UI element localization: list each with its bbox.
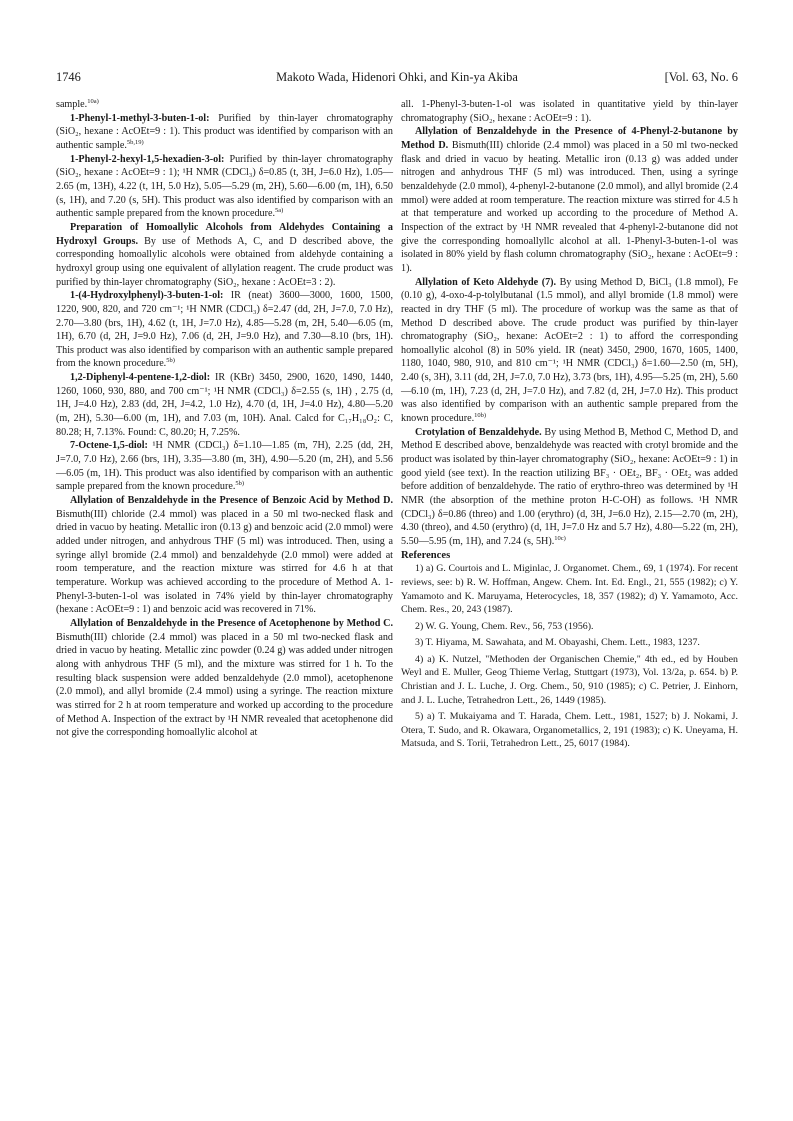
- reference-item: 3) T. Hiyama, M. Sawahata, and M. Obayashi, Chem. Lett., 1983, 1237.: [415, 637, 700, 649]
- paragraph: [56, 221, 393, 289]
- paragraph-text: Purified by thin-layer chromatography (SiO₂, hexane : AcOEt=9 : 1); ¹H NMR (CDCl₃) δ=0.85 (t, 3H, J=6.0 Hz), 1.05—2.65 (m, 13H), 4.22 (t, 1H, 5.0 Hz), 5.05—5.29 (m, 2H), 5.60—6.00 (m, 1H), 6.50 (s, 1H), and 7.20 (s, 5H). This product was also identified by comparison with an authentic sample prepared from the known procedure.: [56, 153, 393, 220]
- right-paragraphs: [401, 98, 738, 549]
- citation-superscript: 5a): [275, 207, 284, 215]
- reference-item: 5) a) T. Mukaiyama and T. Harada, Chem. Lett., 1981, 1527; b) J. Nokami, J. Otera, T. Sudo, and R. Okawara, Organometallics, 2, 191 (1983); c) K. Uneyama, H. Matsuda, and S. Torii, Tetrahedron Lett., 25, 6017 (1984).: [401, 711, 738, 750]
- running-header: [56, 70, 738, 86]
- paragraph-text: Bismuth(III) chloride (2.4 mmol) was placed in a 50 ml two-necked flask and dried in vacuo by heating. Metallic iron (0.13 g) was added under nitrogen and anhydrous THF (5 ml) was introduced. Then, using a syringe benzaldehyde (2.0 mmol), 4-phenyl-2-butanone (2.0 mmol), and allyl bromide (2.4 mmol) were added at room temperature. The reaction mixture was stirred for 4.5 h at that temperature and worked up according to the procedure of Method A. Inspection of the extract by ¹H NMR revealed that 4-phenyl-2-butanone did not give the corresponding homoallyllc alcohol at all. 1-Phenyl-3-buten-1-ol was isolated in 80% yield by flash column chromatography (SiO₂, hexane : AcOEt=9 : 1).: [401, 139, 738, 274]
- citation-superscript: 5b): [166, 357, 175, 365]
- paragraph-text: sample.: [56, 99, 88, 110]
- paragraph: [56, 153, 393, 221]
- reference-item: 2) W. G. Young, Chem. Rev., 56, 753 (1956).: [415, 620, 594, 632]
- paragraph-text: IR (KBr) 3450, 2900, 1620, 1490, 1440, 1260, 1060, 930, 880, and 700 cm⁻¹; ¹H NMR (CDCl₃) δ=2.55 (s, 1H) , 2.75 (d, 1H, J=4.0 Hz), 2.83 (dd, 2H, J=4.2, 1.0 Hz), 4.70 (d, 1H, J=4.0 Hz), 4.80—5.20 (m, 2H), 5.30—6.00 (m, 1H), and 7.03 (m, 10H). Anal. Calcd for C₁₇H₁₈O₂: C, 80.28; H, 7.13%. Found: C, 80.20; H, 7.25%.: [56, 372, 393, 438]
- paragraph-text: ¹H NMR (CDCl₃) δ=1.10—1.85 (m, 7H), 2.25 (dd, 2H, J=7.0, 7.0 Hz), 2.66 (brs, 1H), 3.35—3.80 (m, 3H), 4.90—5.20 (m, 2H), and 5.56—6.05 (m, 1H). This product was also identified by comparison with an authentic sample prepared from the known procedure.: [56, 440, 393, 493]
- paragraph: [56, 98, 393, 112]
- page-number: 1746: [56, 70, 81, 84]
- paragraph: [56, 494, 393, 617]
- paragraph-text: By using Method D, BiCl₃ (1.8 mmol), Fe (0.10 g), 4-oxo-4-p-tolylbutanal (1.5 mmol), and allyl bromide (1.8 mmol) were reacted in dry THF (5 ml). The procedure of workup was the same as that of Method D described above. The crude product was purified by thin-layer chromatography (SiO₂, hexane: AcOEt=2 : 1) to afford the corresponding homoallylic alcohol (8) in 50% yield. IR (neat) 3450, 2900, 1670, 1605, 1400, 1180, 1040, 980, 910, and 810 cm⁻¹; ¹H NMR (CDCl₃) δ=1.60—2.50 (m, 5H), 2.40 (s, 3H), 3.11 (dd, 2H, J=7.0, 7.0 Hz), 3.73 (brs, 1H), 4.95—5.25 (m, 2H), 5.60—6.10 (m, 1H), 7.23 (d, 2H, J=7.0 Hz), and 7.82 (d, 2H, J=7.0 Hz). This product was also identified by comparison with an authentic sample prepared from the known procedure.: [401, 276, 738, 425]
- paragraph: [401, 426, 738, 549]
- paragraph-text: By using Method B, Method C, Method D, and Method E described above, benzaldehyde was reacted with crotyl bromide and the product was isolated by thin-layer chromatography (SiO₂, hexane: AcOEt=9 : 1) in good yield (see text). In the reaction utilizing BF₃ · OEt₂, BF₃ · OEt₂ was added before addition of benzaldehyde. The ratio of erythro-threo was determined by ¹H NMR (the absorption of the methine proton H-C-OH) as follows. ¹H NMR (CDCl₃) δ=0.86 (threo) and 1.00 (erythro) (d, 3H, J=6.0 Hz), 2.15—2.70 (m, 2H), 4.30 (threo), and 4.50 (erythro) (d, 1H, J=7.0 Hz and 5.7 Hz), 4.80—5.22 (m, 2H), 5.50—5.95 (m, 1H), and 7.24 (s, 5H).: [401, 426, 739, 547]
- paragraph: [401, 98, 738, 125]
- paragraph: [56, 439, 393, 494]
- citation-superscript: 10a): [87, 98, 99, 105]
- paragraph: [401, 125, 738, 275]
- paragraph-text: all. 1-Phenyl-3-buten-1-ol was isolated in quantitative yield by thin-layer chromatography (SiO₂, hexane : AcOEt=9 : 1).: [401, 99, 738, 124]
- paragraph-heading: 1-Phenyl-2-hexyl-1,5-hexadien-3-ol:: [70, 153, 225, 165]
- paragraph-heading: Crotylation of Benzaldehyde.: [415, 426, 542, 438]
- paragraph-heading: Allylation of Benzaldehyde in the Presence of 4-Phenyl-2-butanone by Method D.: [401, 126, 738, 151]
- references-heading: References: [401, 549, 451, 561]
- left-column: [56, 98, 393, 740]
- paragraph-text: By use of Methods A, C, and D described above, the corresponding homoallylic alcohols were obtained from aldehyde containing a hydroxyl group using one equivalent of allylation reagent. The crude product was purified by thin-layer chromatography (SiO₂, hexane : AcOEt=3 : 2).: [56, 235, 393, 288]
- paragraph: [56, 112, 393, 153]
- paragraph-heading: Preparation of Homoallylic Alcohols from Aldehydes Containing a Hydroxyl Groups.: [56, 221, 393, 247]
- citation-superscript: 10c): [554, 535, 566, 542]
- paragraph-heading: 1,2-Diphenyl-4-pentene-1,2-diol:: [70, 372, 211, 384]
- paragraph: [56, 289, 393, 371]
- reference-list: [401, 562, 738, 751]
- paragraph-heading: 1-Phenyl-1-methyl-3-buten-1-ol:: [70, 112, 210, 124]
- reference-item: 4) a) K. Nutzel, "Methoden der Organischen Chemie," 4th ed., ed by Houben Weyl and E. Muller, Geog Thieme Verlag, Stuttgart (1973), Vol. 13/2a, p. 654. b) P. Christian and J. L. Luche, J. Org. Chem., 50, 910 (1985); c) C. Petrier, J. Einhorn, and J. L. Luche, Tetrahedron Lett., 26, 1449 (1985).: [401, 653, 738, 706]
- volume-info: [Vol. 63, No. 6: [664, 70, 738, 84]
- citation-superscript: 5b,19): [126, 138, 144, 146]
- right-column: [401, 98, 738, 754]
- paragraph: [56, 371, 393, 439]
- paragraph-heading: 1-(4-Hydroxylphenyl)-3-buten-1-ol:: [70, 290, 224, 302]
- paragraph: [401, 276, 738, 426]
- paragraph-heading: Allylation of Benzaldehyde in the Presence of Benzoic Acid by Method D.: [70, 495, 393, 507]
- running-authors: Makoto Wada, Hidenori Ohki, and Kin-ya Akiba: [276, 70, 518, 84]
- paragraph-heading: 7-Octene-1,5-diol:: [70, 440, 148, 452]
- citation-superscript: 5b): [235, 480, 245, 488]
- paragraph-text: IR (neat) 3600—3000, 1600, 1500, 1220, 900, 820, and 720 cm⁻¹; ¹H NMR (CDCl₃) δ=2.47 (dd, 2H, J=7.0, 7.0 Hz), 2.70—3.80 (brs, 1H), 4.62 (t, 1H, J=7.0 Hz), 4.85—5.28 (m, 2H, 5.40—6.05 (m, 1H), 6.70 (d, 2H, J=9.0 Hz), 7.06 (d, 2H, J=9.0 Hz), and 7.30—8.10 (brs, 1H). This product was also identified by comparison with an authentic sample prepared from the known procedure.: [56, 290, 393, 370]
- paragraph-heading: Allylation of Keto Aldehyde (7).: [415, 276, 557, 288]
- citation-superscript: 10b): [474, 412, 487, 420]
- paragraph: [56, 617, 393, 740]
- paragraph-text: Purified by thin-layer chromatography (SiO₂, hexane : AcOEt=9 : 1). This product was identified by comparison with an authentic sample.: [56, 112, 393, 151]
- paragraph-text: Bismuth(III) chloride (2.4 mmol) was placed in a 50 ml two-necked flask and dried in vacuo by heating. Metallic zinc powder (0.24 g) was added under nitrogen along with anhydrous THF (5 ml), and the mixture was stirred for 1 h. To the resulting black suspension were added benzaldehyde (2.0 mmol), acetophenone (2.0 mmol), and allyl bromide (2.4 mmol) using a syringe. The reaction mixture was stirred for 2 h at room temperature and worked up according to the procedure of Method A. Inspection of the extract by ¹H NMR revealed that acetophenone did not give the corresponding homoallylic alcohol at: [56, 631, 393, 739]
- paragraph-heading: Allylation of Benzaldehyde in the Presence of Acetophenone by Method C.: [70, 617, 393, 629]
- paragraph-text: Bismuth(III) chloride (2.4 mmol) was placed in a 50 ml two-necked flask and dried in vacuo by heating. Metallic iron (0.13 g) and benzoic acid (2.0 mmol) were added under nitrogen, and anhydrous THF (5 ml) was introduced. Then, using a syringe allyl bromide (2.4 mmol) and benzaldehyde (2.0 mmol) were added at room temperature, and the reaction mixture was stirred for 4.6 h at that temperature. Workup was achieved according to the procedure of Method A. 1-Phenyl-3-buten-1-ol was isolated in 74% yield by thin-layer chromatography (hexane : AcOEt=9 : 1) and benzoic acid was recovered in 71%.: [56, 508, 393, 616]
- reference-item: 1) a) G. Courtois and L. Miginlac, J. Organomet. Chem., 69, 1 (1974). For recent reviews, see: b) R. W. Hoffman, Angew. Chem. Int. Ed. Engl., 21, 555 (1982); c) Y. Yamamoto and K. Maruyama, Heterocycles, 18, 357 (1982); d) Y. Yamamoto, Acc. Chem. Res., 20, 243 (1987).: [401, 563, 738, 616]
